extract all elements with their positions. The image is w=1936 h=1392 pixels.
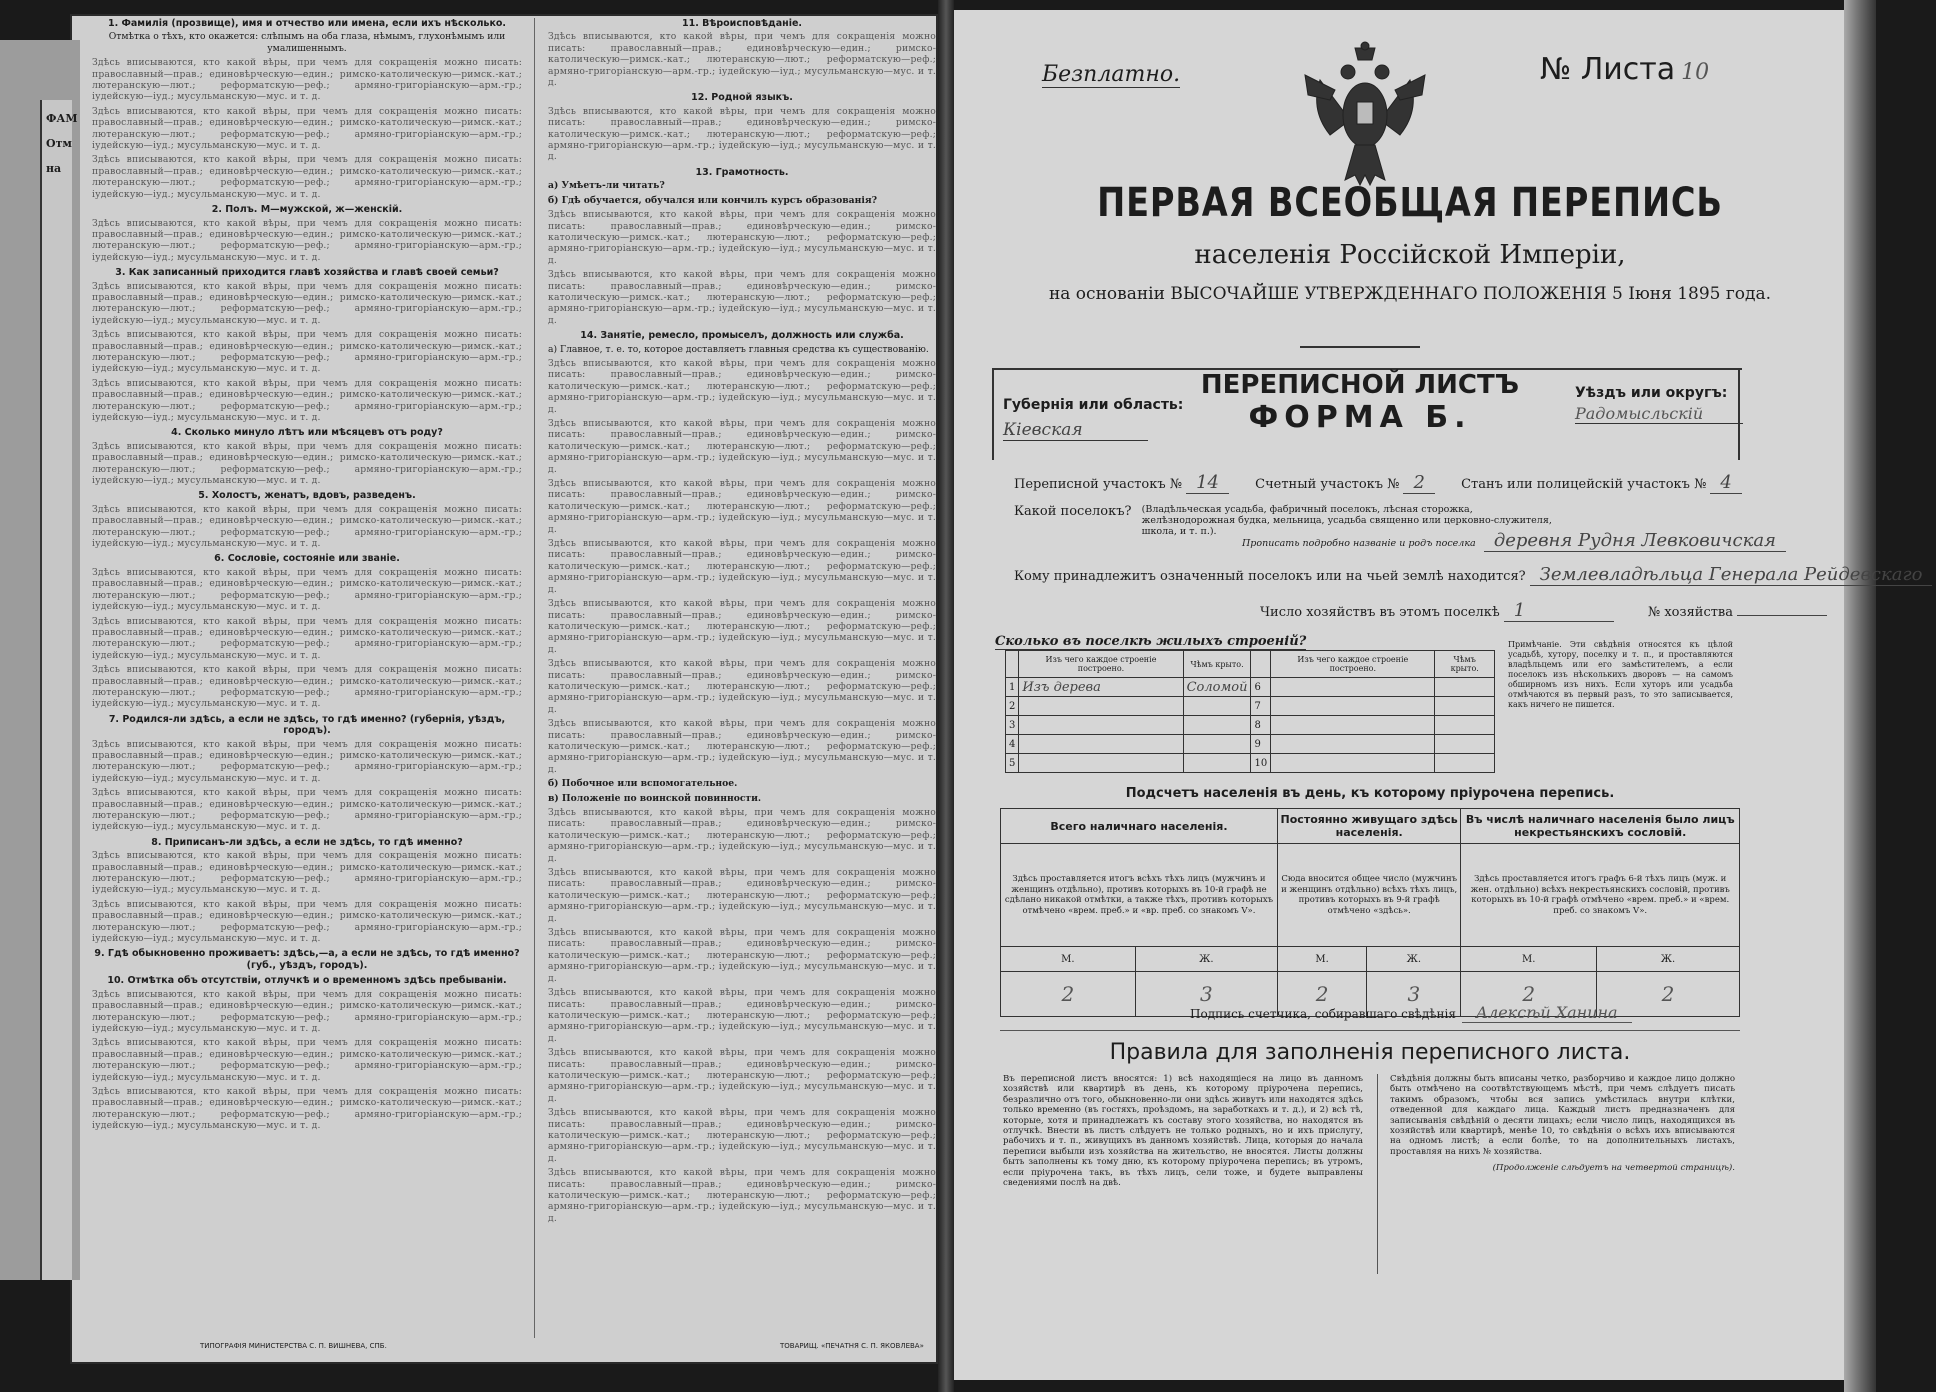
land-owner-line: Кому принадлежитъ означенный поселокъ или на чьей землѣ находится? Землевладѣльца Генерала Рейдевскаго (1014, 564, 1936, 586)
table-row: 4 9 (1006, 735, 1495, 754)
instructions-column-2: 11. Вѣроисповѣданіе. Здѣсь вписываются, кто какой вѣры, при чемъ для сокращенія можно писать: православный—прав.; единовѣрческую—един.; римско-католическую—римск.-кат.; лютеранскую—лют.; реформатскую—реф.; армяно-григоріанскую—арм.-гр.; іудейскую—іуд.; мусульманскую—мус. и т. д. 12. Родной языкъ. Здѣсь вписываются, кто какой вѣры, при чемъ для сокращенія можно писать: православный—прав.; единовѣрческую—един.; римско-католическую—римск.-кат.; лютеранскую—лют.; реформатскую—реф.; армяно-григоріанскую—арм.-гр.; іудейскую—іуд.; мусульманскую—мус. и т. д. 13. Грамотность. а) Умѣетъ-ли читать? б) Гдѣ обучается, обучался или кончилъ курсъ образованія? Здѣсь вписываются, кто какой вѣры, при чемъ для сокращенія можно писать: православный—прав.; единовѣрческую—един.; римско-католическую—римск.-кат.; лютеранскую—лют.; реформатскую—реф.; армяно-григоріанскую—арм.-гр.; іудейскую—іуд.; мусульманскую—мус. и т. д. Здѣсь вписываются, кто какой вѣры, при чемъ для сокращенія можно писать: православный—прав.; единовѣрческую—един.; римско-католическую—римск.-кат.; лютеранскую—лют.; реформатскую—реф.; армяно-григоріанскую—арм.-гр.; іудейскую—іуд.; мусульманскую—мус. и т. д. 14. Занятіе, ремесло, промыселъ, должность или служба. а) Главное, т. е. то, которое доставляетъ главныя средства къ существованію. Здѣсь вписываются, кто какой вѣры, при чемъ для сокращенія можно писать: православный—прав.; единовѣрческую—един.; римско-католическую—римск.-кат.; лютеранскую—лют.; реформатскую—реф.; армяно-григоріанскую—арм.-гр.; іудейскую—іуд.; мусульманскую—мус. и т. д. Здѣсь вписываются, кто какой вѣры, при чемъ для сокращенія можно писать: православный—прав.; единовѣрческую—един.; римско-католическую—римск.-кат.; лютеранскую—лют.; реформатскую—реф.; армяно-григоріанскую—арм.-гр.; іудейскую—іуд.; мусульманскую—мус. и т. д. Здѣсь вписываются, кто какой вѣры, при чемъ для сокращенія можно писать: православный—прав.; единовѣрческую—един.; римско-католическую—римск.-кат.; лютеранскую—лют.; реформатскую—реф.; армяно-григоріанскую—арм.-гр.; іудейскую—іуд.; мусульманскую—мус. и т. д. Здѣсь вписываются, кто какой вѣры, при чемъ для сокращенія можно писать: православный—прав.; единовѣрческую—един.; римско-католическую—римск.-кат.; лютеранскую—лют.; реформатскую—реф.; армяно-григоріанскую—арм.-гр.; іудейскую—іуд.; мусульманскую—мус. и т. д. Здѣсь вписываются, кто какой вѣры, при чемъ для сокращенія можно писать: православный—прав.; единовѣрческую—един.; римско-католическую—римск.-кат.; лютеранскую—лют.; реформатскую—реф.; армяно-григоріанскую—арм.-гр.; іудейскую—іуд.; мусульманскую—мус. и т. д. Здѣсь вписываются, кто какой вѣры, при чемъ для сокращенія можно писать: православный—прав.; единовѣрческую—един.; римско-католическую—римск.-кат.; лютеранскую—лют.; реформатскую—реф.; армяно-григоріанскую—арм.-гр.; іудейскую—іуд.; мусульманскую—мус. и т. д. Здѣсь вписываются, кто какой вѣры, при чемъ для сокращенія можно писать: православный—прав.; единовѣрческую—един.; римско-католическую—римск.-кат.; лютеранскую—лют.; реформатскую—реф.; армяно-григоріанскую—арм.-гр.; іудейскую—іуд.; мусульманскую—мус. и т. д. б) Побочное или вспомогательное. в) Положеніе по воинской повинности. Здѣсь вписываются, кто какой вѣры, при чемъ для сокращенія можно писать: православный—прав.; единовѣрческую—един.; римско-католическую—римск.-кат.; лютеранскую—лют.; реформатскую—реф.; армяно-григоріанскую—арм.-гр.; іудейскую—іуд.; мусульманскую—мус. и т. д. Здѣсь вписываются, кто какой вѣры, при чемъ для сокращенія можно писать: православный—прав.; единовѣрческую—един.; римско-католическую—римск.-кат.; лютеранскую—лют.; реформатскую—реф.; армяно-григоріанскую—арм.-гр.; іудейскую—іуд.; мусульманскую—мус. и т. д. Здѣсь вписываются, кто какой вѣры, при чемъ для сокращенія можно писать: православный—прав.; единовѣрческую—един.; римско-католическую—римск.-кат.; лютеранскую—лют.; реформатскую—реф.; армяно-григоріанскую—арм.-гр.; іудейскую—іуд.; мусульманскую—мус. и т. д. Здѣсь вписываются, кто какой вѣры, при чемъ для сокращенія можно писать: православный—прав.; единовѣрческую—един.; римско-католическую—римск.-кат.; лютеранскую—лют.; реформатскую—реф.; армяно-григоріанскую—арм.-гр.; іудейскую—іуд.; мусульманскую—мус. и т. д. Здѣсь вписываются, кто какой вѣры, при чемъ для сокращенія можно писать: православный—прав.; единовѣрческую—един.; римско-католическую—римск.-кат.; лютеранскую—лют.; реформатскую—реф.; армяно-григоріанскую—арм.-гр.; іудейскую—іуд.; мусульманскую—мус. и т. д. Здѣсь вписываются, кто какой вѣры, при чемъ для сокращенія можно писать: православный—прав.; единовѣрческую—един.; римско-католическую—римск.-кат.; лютеранскую—лют.; реформатскую—реф.; армяно-григоріанскую—арм.-гр.; іудейскую—іуд.; мусульманскую—мус. и т. д. Здѣсь вписываются, кто какой вѣры, при чемъ для сокращенія можно писать: православный—прав.; единовѣрческую—един.; римско-католическую—римск.-кат.; лютеранскую—лют.; реформатскую—реф.; армяно-григоріанскую—арм.-гр.; іудейскую—іуд.; мусульманскую—мус. и т. д. (548, 18, 936, 1224)
sheet-number-value: 10 (1681, 60, 1710, 85)
stan-field: 4 (1710, 472, 1741, 494)
divider (1300, 346, 1420, 348)
rules-column-2: Свѣдѣнія должны быть вписаны четко, разборчиво и каждое лицо должно быть отмѣчено на соотвѣтствующемъ мѣстѣ, при чемъ слѣдуетъ писать такимъ образомъ, чтобы вся запись умѣстилась внутри клѣтки, отведенной для каждаго лица. Каждый листъ предназначенъ для записыванія свѣдѣній о десяти лицахъ; если число лицъ, находящихся въ хозяйствѣ или квартирѣ, менѣе 10, то свѣдѣнія о всѣхъ ихъ вписываются на одномъ листѣ; а если болѣе, то на дополнительныхъ листахъ, проставляя на нихъ № хозяйства. (Продолженіе слѣдуетъ на четвертой страницѣ). (1390, 1074, 1735, 1174)
page-stack-edge (1844, 0, 1876, 1392)
section-11-title: 11. Вѣроисповѣданіе. (681, 18, 803, 29)
section-4-title: 4. Сколько минуло лѣтъ или мѣсяцевъ отъ роду? (171, 427, 443, 439)
underlying-page-strip: ФАМ Отм на (40, 100, 72, 1280)
table-row: 5 10 (1006, 754, 1495, 773)
table-row: 3 8 (1006, 716, 1495, 735)
section-2-title: 2. Полъ. М—мужской, ж—женскій. (211, 204, 403, 216)
uchastok-field: 14 (1186, 472, 1229, 494)
section-1-body: Здѣсь вписываются, кто какой вѣры, при чемъ для сокращенія можно писать: православный—прав.; единовѣрческую—един.; римско-католическую—римск.-кат.; лютеранскую—лют.; реформатскую—реф.; армяно-григоріанскую—арм.-гр.; іудейскую—іуд.; мусульманскую—мус. и т. д. (92, 57, 522, 103)
section-8-title: 8. Приписанъ-ли здѣсь, а если не здѣсь, то гдѣ именно? (151, 836, 463, 848)
rules-column-1: Въ переписной листъ вносятся: 1) всѣ находящіеся на лицо въ данномъ хозяйствѣ или квартирѣ въ день, къ которому пріурочена перепись, безразлично отъ того, обыкновенно-ли они здѣсь живутъ или находятся здѣсь только временно (въ гостяхъ, проѣздомъ, на заработкахъ и т. д.), и 2) всѣ тѣ, которые, хотя и принадлежатъ къ составу этого хозяйства, но находятся въ отлучкѣ. Внести въ листъ слѣдуетъ не только родныхъ, но и ихъ прислугу, рабочихъ и т. п., живущихъ въ данномъ хозяйствѣ. Лица, которыя до начала переписи выбыли изъ хозяйства на жительство, не вносятся. Листы должны быть заполнены къ тому дню, къ которому пріурочена перепись; въ утромъ, если пріурочена такъ, въ тѣхъ лицъ, сели тоже, и будете выправлены сведениями послѣ на двѣ. (1003, 1074, 1363, 1189)
guberniya-field: Кіевская (1003, 420, 1148, 441)
total-female-field: 3 (1135, 972, 1277, 1017)
form-header-left-rule (992, 368, 994, 460)
printer-imprint-left: ТИПОГРАФІЯ МИНИСТЕРСТВА С. П. ВИШНЕВА, СПБ. (200, 1342, 387, 1350)
enumerator-signature: Подпись счетчика, собиравшаго свѣдѣнія Алексѣй Ханина (1190, 1003, 1632, 1022)
section-5-title: 5. Холостъ, женатъ, вдовъ, разведенъ. (198, 490, 416, 502)
dwellings-title: Сколько въ поселкѣ жилыхъ строеній? (995, 634, 1307, 649)
rules-title: Правила для заполненія переписного листа. (1109, 1040, 1631, 1065)
section-1-title: 1. Фамилія (прозвище), имя и отчество или имена, если ихъ нѣсколько. (107, 18, 507, 29)
column-divider (534, 18, 535, 1338)
permanent-female-field: 3 (1367, 972, 1461, 1017)
guberniya-label: Губернія или область: (1003, 397, 1184, 413)
population-table: Всего наличнаго населенія. Постоянно живущаго здѣсь населенія. Въ числѣ наличнаго населенія было лицъ некрестьянскихъ сословій. Здѣсь проставляется итогъ всѣхъ тѣхъ лицъ (мужчинъ и женщинъ отдѣльно), противъ которыхъ въ 10-й графѣ не сдѣлано никакой отмѣтки, а также тѣхъ, противъ которыхъ отмѣчено «врем. преб.» и «вр. преб. со знакомъ V». Сюда вносится общее число (мужчинъ и женщинъ отдѣльно) всѣхъ тѣхъ лицъ, противъ которыхъ въ 9-й графѣ отмѣчено «здѣсь». Здѣсь проставляется итогъ графъ 6-й тѣхъ лицъ (муж. и жен. отдѣльно) всѣхъ некрестьянскихъ сословій, противъ которыхъ въ 10-й графѣ отмѣчено «врем. преб.» и «врем. преб. со знакомъ V». М. Ж. М. Ж. М. Ж. 2 3 2 3 2 2 (1000, 808, 1740, 1017)
permanent-male-field: 2 (1277, 972, 1366, 1017)
poselok-line: Прописать подробно названіе и родъ поселка деревня Рудня Левковичская (1014, 530, 1790, 552)
sheet-number: № Листа 10 (1540, 52, 1710, 87)
dwellings-table: Изъ чего каждое строеніе построено. Чѣмъ крыто. Изъ чего каждое строеніе построено. Чѣмъ крыто. 1 Изъ дерева Соломой 6 2 7 3 8 4 9 5 10 (1005, 650, 1495, 773)
underlying-page-edge (0, 40, 80, 1280)
schetny-field: 2 (1403, 472, 1434, 494)
table-row: 2 7 (1006, 697, 1495, 716)
form-title: ПЕРЕПИСНОЙ ЛИСТЪ ФОРМА Б. (1200, 370, 1520, 435)
section-6-title: 6. Сословіе, состояніе или званіе. (214, 553, 400, 565)
rules-divider (1377, 1074, 1378, 1274)
census-title: ПЕРВАЯ ВСЕОБЩАЯ ПЕРЕПИСЬ (1097, 180, 1723, 226)
dwellings-note: Примѣчаніе. Эти свѣдѣнія относятся къ цѣлой усадьбѣ, хутору, поселку и т. п., и проставляются владѣльцемъ или его замѣстителемъ, а если поселокъ изъ нѣсколькихъ дворовъ — на самомъ обширномъ изъ нихъ. Если хуторъ или усадьба отмѣчаются въ первый разъ, то это записывается, какъ ничего не пишется. (1508, 640, 1733, 709)
instructions-column-1: 1. Фамилія (прозвище), имя и отчество или имена, если ихъ нѣсколько. Отмѣтка о тѣхъ, кто окажется: слѣпымъ на оба глаза, нѣмымъ, глухонѣмымъ или умалишеннымъ. Здѣсь вписываются, кто какой вѣры, при чемъ для сокращенія можно писать: православный—прав.; единовѣрческую—един.; римско-католическую—римск.-кат.; лютеранскую—лют.; реформатскую—реф.; армяно-григоріанскую—арм.-гр.; іудейскую—іуд.; мусульманскую—мус. и т. д. Здѣсь вписываются, кто какой вѣры, при чемъ для сокращенія можно писать: православный—прав.; единовѣрческую—един.; римско-католическую—римск.-кат.; лютеранскую—лют.; реформатскую—реф.; армяно-григоріанскую—арм.-гр.; іудейскую—іуд.; мусульманскую—мус. и т. д. Здѣсь вписываются, кто какой вѣры, при чемъ для сокращенія можно писать: православный—прав.; единовѣрческую—един.; римско-католическую—римск.-кат.; лютеранскую—лют.; реформатскую—реф.; армяно-григоріанскую—арм.-гр.; іудейскую—іуд.; мусульманскую—мус. и т. д. 2. Полъ. М—мужской, ж—женскій. Здѣсь вписываются, кто какой вѣры, при чемъ для сокращенія можно писать: православный—прав.; единовѣрческую—един.; римско-католическую—римск.-кат.; лютеранскую—лют.; реформатскую—реф.; армяно-григоріанскую—арм.-гр.; іудейскую—іуд.; мусульманскую—мус. и т. д. 3. Как записанный приходится главѣ хозяйства и главѣ своей семьи? Здѣсь вписываются, кто какой вѣры, при чемъ для сокращенія можно писать: православный—прав.; единовѣрческую—един.; римско-католическую—римск.-кат.; лютеранскую—лют.; реформатскую—реф.; армяно-григоріанскую—арм.-гр.; іудейскую—іуд.; мусульманскую—мус. и т. д. Здѣсь вписываются, кто какой вѣры, при чемъ для сокращенія можно писать: православный—прав.; единовѣрческую—един.; римско-католическую—римск.-кат.; лютеранскую—лют.; реформатскую—реф.; армяно-григоріанскую—арм.-гр.; іудейскую—іуд.; мусульманскую—мус. и т. д. Здѣсь вписываются, кто какой вѣры, при чемъ для сокращенія можно писать: православный—прав.; единовѣрческую—един.; римско-католическую—римск.-кат.; лютеранскую—лют.; реформатскую—реф.; армяно-григоріанскую—арм.-гр.; іудейскую—іуд.; мусульманскую—мус. и т. д. 4. Сколько минуло лѣтъ или мѣсяцевъ отъ роду? Здѣсь вписываются, кто какой вѣры, при чемъ для сокращенія можно писать: православный—прав.; единовѣрческую—един.; римско-католическую—римск.-кат.; лютеранскую—лют.; реформатскую—реф.; армяно-григоріанскую—арм.-гр.; іудейскую—іуд.; мусульманскую—мус. и т. д. 5. Холостъ, женатъ, вдовъ, разведенъ. Здѣсь вписываются, кто какой вѣры, при чемъ для сокращенія можно писать: православный—прав.; единовѣрческую—един.; римско-католическую—римск.-кат.; лютеранскую—лют.; реформатскую—реф.; армяно-григоріанскую—арм.-гр.; іудейскую—іуд.; мусульманскую—мус. и т. д. 6. Сословіе, состояніе или званіе. Здѣсь вписываются, кто какой вѣры, при чемъ для сокращенія можно писать: православный—прав.; единовѣрческую—един.; римско-католическую—римск.-кат.; лютеранскую—лют.; реформатскую—реф.; армяно-григоріанскую—арм.-гр.; іудейскую—іуд.; мусульманскую—мус. и т. д. Здѣсь вписываются, кто какой вѣры, при чемъ для сокращенія можно писать: православный—прав.; единовѣрческую—един.; римско-католическую—римск.-кат.; лютеранскую—лют.; реформатскую—реф.; армяно-григоріанскую—арм.-гр.; іудейскую—іуд.; мусульманскую—мус. и т. д. Здѣсь вписываются, кто какой вѣры, при чемъ для сокращенія можно писать: православный—прав.; единовѣрческую—един.; римско-католическую—римск.-кат.; лютеранскую—лют.; реформатскую—реф.; армяно-григоріанскую—арм.-гр.; іудейскую—іуд.; мусульманскую—мус. и т. д. 7. Родился-ли здѣсь, а если не здѣсь, то гдѣ именно? (губернія, уѣздъ, городъ). Здѣсь вписываются, кто какой вѣры, при чемъ для сокращенія можно писать: православный—прав.; единовѣрческую—един.; римско-католическую—римск.-кат.; лютеранскую—лют.; реформатскую—реф.; армяно-григоріанскую—арм.-гр.; іудейскую—іуд.; мусульманскую—мус. и т. д. Здѣсь вписываются, кто какой вѣры, при чемъ для сокращенія можно писать: православный—прав.; единовѣрческую—един.; римско-католическую—римск.-кат.; лютеранскую—лют.; реформатскую—реф.; армяно-григоріанскую—арм.-гр.; іудейскую—іуд.; мусульманскую—мус. и т. д. 8. Приписанъ-ли здѣсь, а если не здѣсь, то гдѣ именно? Здѣсь вписываются, кто какой вѣры, при чемъ для сокращенія можно писать: православный—прав.; единовѣрческую—един.; римско-католическую—римск.-кат.; лютеранскую—лют.; реформатскую—реф.; армяно-григоріанскую—арм.-гр.; іудейскую—іуд.; мусульманскую—мус. и т. д. Здѣсь вписываются, кто какой вѣры, при чемъ для сокращенія можно писать: православный—прав.; единовѣрческую—един.; римско-католическую—римск.-кат.; лютеранскую—лют.; реформатскую—реф.; армяно-григоріанскую—арм.-гр.; іудейскую—іуд.; мусульманскую—мус. и т. д. 9. Гдѣ обыкновенно проживаетъ: здѣсь,—а, а если не здѣсь, то гдѣ именно? (губ., уѣздъ, городъ). 10. Отмѣтка объ отсутствіи, отлучкѣ и о временномъ здѣсь пребываніи. Здѣсь вписываются, кто какой вѣры, при чемъ для сокращенія можно писать: православный—прав.; единовѣрческую—един.; римско-католическую—римск.-кат.; лютеранскую—лют.; реформатскую—реф.; армяно-григоріанскую—арм.-гр.; іудейскую—іуд.; мусульманскую—мус. и т. д. Здѣсь вписываются, кто какой вѣры, при чемъ для сокращенія можно писать: православный—прав.; единовѣрческую—един.; римско-католическую—римск.-кат.; лютеранскую—лют.; реформатскую—реф.; армяно-григоріанскую—арм.-гр.; іудейскую—іуд.; мусульманскую—мус. и т. д. Здѣсь вписываются, кто какой вѣры, при чемъ для сокращенія можно писать: православный—прав.; единовѣрческую—един.; римско-католическую—римск.-кат.; лютеранскую—лют.; реформатскую—реф.; армяно-григоріанскую—арм.-гр.; іудейскую—іуд.; мусульманскую—мус. и т. д. (92, 18, 522, 1132)
households-field: 1 (1504, 600, 1614, 622)
row1-material: Изъ дерева (1019, 678, 1183, 697)
census-basis: на основаніи ВЫСОЧАЙШЕ УТВЕРЖДЕННАГО ПОЛОЖЕНІЯ 5 Іюня 1895 года. (1048, 284, 1772, 304)
table-row: 1 Изъ дерева Соломой 6 (1006, 678, 1495, 697)
section-12-title: 12. Родной языкъ. (691, 92, 793, 104)
census-subtitle: населенія Россійской Имперіи, (1194, 240, 1626, 270)
households-line: Число хозяйствъ въ этомъ поселкѣ 1 № хозяйства (1260, 600, 1831, 622)
signature-field: Алексѣй Ханина (1462, 1003, 1632, 1023)
total-male-field: 2 (1001, 972, 1136, 1017)
free-label: Безплатно. (1042, 62, 1181, 87)
population-title: Подсчетъ населенія въ день, къ которому пріурочена перепись. (1125, 786, 1615, 801)
uezd-label: Уѣздъ или округъ: (1575, 385, 1728, 401)
book-spine (938, 0, 954, 1392)
divider (1000, 1030, 1740, 1031)
row1-roof: Соломой (1183, 678, 1251, 697)
rules-continued: (Продолженіе слѣдуетъ на четвертой страницѣ). (1492, 1163, 1735, 1174)
land-owner-field: Землевладѣльца Генерала Рейдевскаго (1530, 564, 1933, 586)
poselok-field: деревня Рудня Левковичская (1484, 530, 1786, 552)
poselok-label: Какой поселокъ? (Владѣльческая усадьба, фабричный поселокъ, лѣсная сторожка, желѣзнодорожная будка, мельница, усадьба священно или церковно-служителя, школа, и т. п.). (1014, 504, 1552, 537)
section-7-title: 7. Родился-ли здѣсь, а если не здѣсь, то гдѣ именно? (губернія, уѣздъ, городъ). (108, 713, 506, 737)
household-no-field (1737, 615, 1827, 616)
section-14-title: 14. Занятіе, ремесло, промыселъ, должность или служба. (580, 330, 904, 342)
imperial-eagle-emblem (1300, 40, 1430, 190)
section-13-title: 13. Грамотность. (695, 166, 789, 178)
district-numbers-line: Переписной участокъ № 14 Счетный участокъ № 2 Станъ или полицейскій участокъ № 4 (1014, 472, 1746, 494)
section-10-title: 10. Отмѣтка объ отсутствіи, отлучкѣ и о временномъ здѣсь пребываніи. (107, 975, 507, 987)
section-1-sub: Отмѣтка о тѣхъ, кто окажется: слѣпымъ на оба глаза, нѣмымъ, глухонѣмымъ или умалишеннымъ. (108, 31, 506, 54)
nonpeasant-female-field: 2 (1597, 972, 1740, 1017)
printer-imprint-right: ТОВАРИЩ. «ПЕЧАТНЯ С. П. ЯКОВЛЕВА» (780, 1342, 924, 1350)
uezd-field: Радомысльскій (1575, 404, 1743, 424)
nonpeasant-male-field: 2 (1461, 972, 1597, 1017)
section-9-title: 9. Гдѣ обыкновенно проживаетъ: здѣсь,—а, а если не здѣсь, то гдѣ именно? (губ., уѣздъ, городъ). (94, 948, 520, 971)
section-3-title: 3. Как записанный приходится главѣ хозяйства и главѣ своей семьи? (115, 267, 499, 279)
